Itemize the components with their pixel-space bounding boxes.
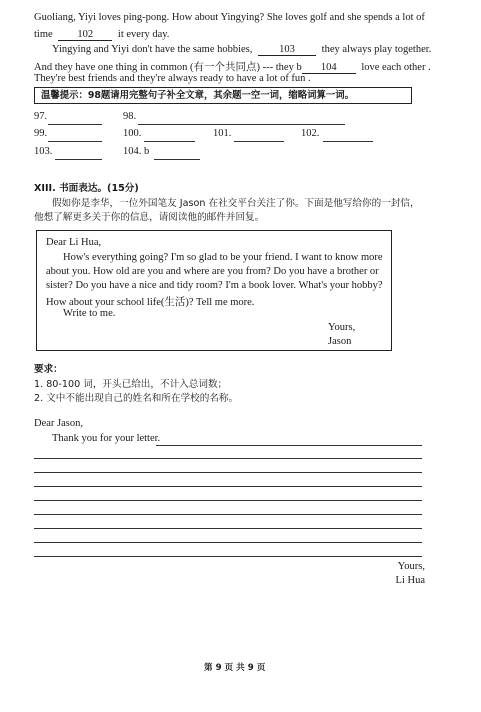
answer-97-line[interactable] (48, 124, 102, 125)
section-instruction-2: 他想了解更多关于你的信息，请阅读他的邮件并回复。 (34, 212, 265, 223)
passage-line-3 (52, 44, 431, 56)
blank-103: 103 (258, 44, 316, 56)
passage-line-4-pre: And they have one thing in common (有一个共同点) --- they b (34, 62, 302, 73)
answer-98-line[interactable] (138, 124, 345, 125)
hint-box (34, 87, 412, 104)
writing-line-5[interactable] (34, 500, 422, 501)
writing-line-1[interactable] (156, 445, 422, 446)
section-instruction-1: 假如你是李华，一位外国笔友 Jason 在社交平台关注了你。下面是他写给你的一封信， (52, 198, 420, 209)
answer-104-label: 104. b (123, 146, 150, 157)
answer-101-line[interactable] (234, 141, 284, 142)
section-title: XIII. 书面表达。(15分) (34, 183, 139, 194)
writing-line-3[interactable] (34, 472, 422, 473)
letter-closing: Yours, (328, 322, 356, 333)
page-footer: 第 9 页 共 9 页 (204, 663, 266, 673)
answer-99-label: 99. (34, 128, 48, 139)
requirement-1: 1. 80-100 词，开头已给出，不计入总词数； (34, 379, 228, 390)
answer-97-label: 97. (34, 111, 48, 122)
passage-line-1: Guoliang, Yiyi loves ping-pong. How about Yingying? She loves golf and she spends a lot of (34, 12, 425, 23)
letter-line-5: Write to me. (63, 308, 116, 319)
passage-line-4 (34, 59, 431, 74)
letter-line-2: about you. How old are you and where are you from? Do you have a brother or (46, 266, 379, 277)
answer-104-line[interactable] (154, 159, 200, 160)
answer-103-label: 103. (34, 146, 53, 157)
answer-100-label: 100. (123, 128, 142, 139)
reply-greeting: Dear Jason, (34, 418, 83, 429)
letter-line-4: How about your school life(生活)? Tell me more. (46, 297, 255, 308)
writing-line-9[interactable] (34, 556, 422, 557)
passage-line-3-post: they always play together. (321, 44, 432, 55)
passage-line-4-post: love each other . (361, 62, 431, 73)
reply-closing: Yours, (397, 561, 425, 572)
answer-103-line[interactable] (55, 159, 102, 160)
answer-100-line[interactable] (144, 141, 195, 142)
writing-line-8[interactable] (34, 542, 422, 543)
blank-104: 104 (302, 62, 356, 74)
answer-99-line[interactable] (48, 141, 102, 142)
requirement-2: 2. 文中不能出现自己的姓名和所在学校的名称。 (34, 393, 239, 404)
passage-line-3-pre: Yingying and Yiyi don't have the same hobbies, (52, 44, 253, 55)
requirements-title: 要求： (34, 364, 63, 375)
writing-line-7[interactable] (34, 528, 422, 529)
passage-line-5: They're best friends and they're always ready to have a lot of fun . (34, 73, 311, 84)
passage-line-2-pre: time (34, 29, 53, 40)
passage-line-2-post: it every day. (117, 29, 170, 40)
writing-line-4[interactable] (34, 486, 422, 487)
letter-signature: Jason (328, 336, 352, 347)
answer-102-label: 102. (301, 128, 320, 139)
hint-text: 温馨提示：98题请用完整句子补全文章，其余题一空一词，缩略词算一词。 (41, 90, 355, 101)
reply-signature: Li Hua (395, 575, 425, 586)
letter-greeting: Dear Li Hua, (46, 237, 102, 248)
answer-98-label: 98. (123, 111, 137, 122)
answer-101-label: 101. (213, 128, 232, 139)
reply-opening: Thank you for your letter. (52, 433, 161, 444)
writing-line-6[interactable] (34, 514, 422, 515)
letter-line-1: How's everything going? I'm so glad to be your friend. I want to know more (63, 252, 383, 263)
writing-line-2[interactable] (34, 458, 422, 459)
blank-102: 102 (58, 29, 112, 41)
answer-102-line[interactable] (323, 141, 373, 142)
passage-line-2 (34, 29, 169, 41)
letter-line-3: sister? Do you have a nice and tidy room? I'm a book lover. What's your hobby? (46, 280, 383, 291)
